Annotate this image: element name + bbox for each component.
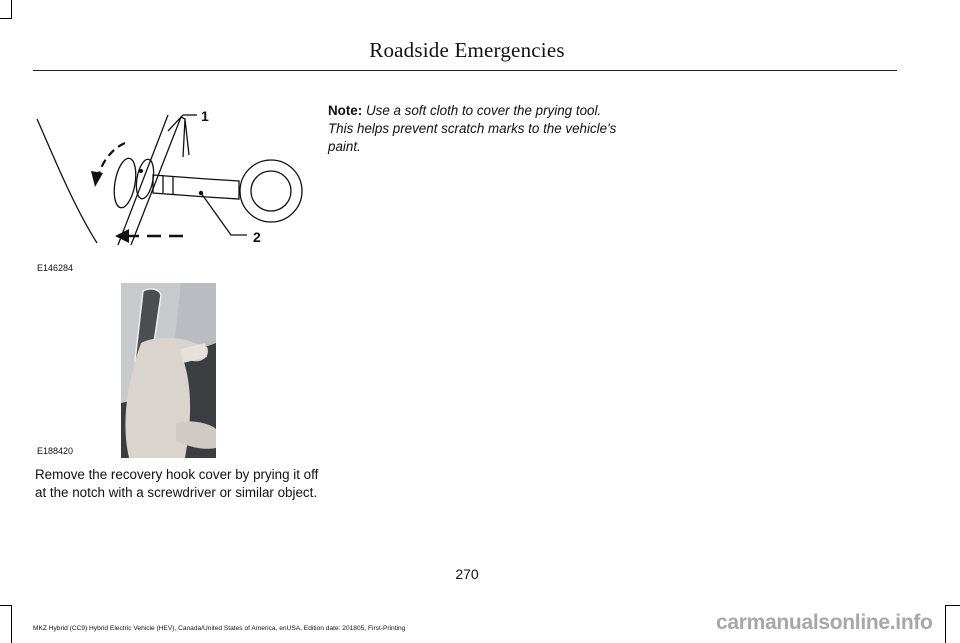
- callout-leader-1: [168, 115, 183, 131]
- bumper-detail: [181, 117, 189, 157]
- tow-eye-ring-outer: [240, 160, 302, 222]
- callout-2: 2: [253, 229, 261, 245]
- crop-mark-bottom-left-vertical: [11, 605, 12, 643]
- header-divider: [33, 70, 897, 71]
- cover-arc-arrow: [97, 143, 125, 183]
- crop-mark-bottom-right-vertical: [945, 605, 946, 643]
- note: [328, 102, 618, 156]
- crop-mark-top-left-horizontal: [0, 18, 12, 19]
- footer-text: MKZ Hybrid (CC9) Hybrid Electric Vehicle (HEV), Canada/United States of America, enUSA, Edition date: 201805, First-Printing: [33, 625, 406, 632]
- figure-id: E146284: [37, 263, 74, 273]
- figure-id: E188420: [37, 446, 74, 456]
- callout-dot-1: [139, 169, 143, 173]
- callout-1: 1: [201, 108, 209, 124]
- instruction-text: Remove the recovery hook cover by prying it off at the notch with a screwdriver or similar object.: [35, 467, 319, 500]
- watermark: carmanualsonline.info: [716, 611, 933, 634]
- recovery-hook-illustration: [33, 95, 323, 255]
- arc-arrow-head: [91, 171, 103, 187]
- recovery-hook-cover-photo: [121, 283, 216, 458]
- install-arrow-head: [115, 229, 129, 243]
- callout-dot-2: [199, 191, 203, 195]
- bumper-curve: [37, 119, 97, 243]
- tow-eye-shaft: [153, 175, 239, 199]
- crop-mark-top-left-vertical: [11, 0, 12, 18]
- crop-mark-bottom-left-horizontal: [0, 605, 12, 606]
- callout-leader-2: [201, 193, 247, 235]
- crop-mark-bottom-right-horizontal: [945, 605, 960, 606]
- note-label: Note:: [328, 103, 363, 118]
- page-title: Roadside Emergencies: [369, 38, 565, 62]
- bumper-edge-1: [118, 115, 168, 245]
- note-text: Use a soft cloth to cover the prying tool. This helps prevent scratch marks to the vehicle's paint.: [328, 103, 617, 154]
- tow-eye-ring-inner: [251, 171, 291, 211]
- page-number: 270: [455, 566, 479, 582]
